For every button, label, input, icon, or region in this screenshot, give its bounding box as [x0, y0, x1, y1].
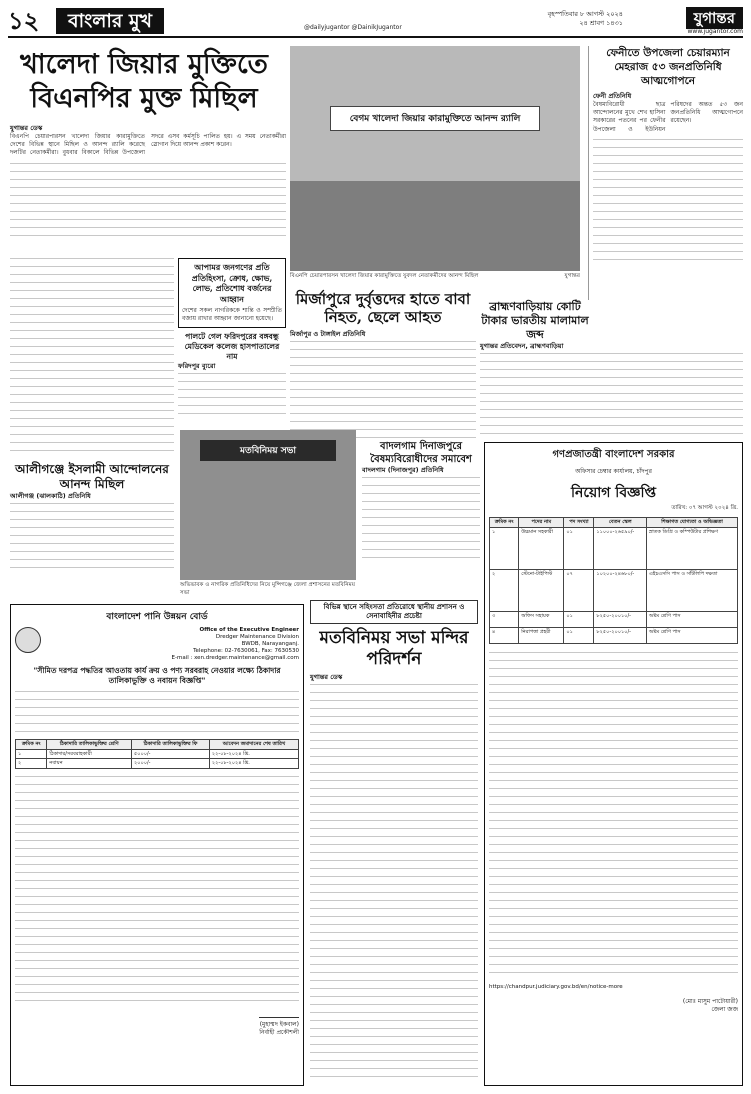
lead-body: বিএনপি চেয়ারপারসন খালেদা জিয়ার কারামুক্তিতে দেশের বিভিন্ন স্থানে মিছিল ও আনন্দ র‌্যালি করেছে দলটির নেতাকর্মীরা। বুধবার বিকালে বিভিন্ন উপজেলা সদরে এসব কর্মসূচি পালিত হয়। এ সময় নেতাকর্মীরা স্লোগান দিয়ে আনন্দ প্রকাশ করেন।: [10, 133, 286, 157]
govt-cell: স্টেনো-টাইপিস্ট: [519, 569, 564, 611]
govt-signatory-name: (মোঃ মাসুম পাটোয়ারী): [682, 997, 738, 1005]
govt-signatory-title: জেলা জজ: [711, 1005, 738, 1013]
appeal-body: দেশের সকল নাগরিককে শান্তি ও সম্প্রীতি বজায় রাখার আহ্বান জানানো হয়েছে।: [182, 307, 282, 323]
table-row: [490, 627, 738, 643]
faridpur-body-filler: [178, 371, 286, 421]
govt-cell: এইচএসসি পাস ও সাঁটলিপি দক্ষতা: [647, 569, 738, 611]
temple-body-filler: [310, 682, 478, 1082]
masthead: [8, 6, 743, 38]
lead-continuation: [10, 256, 174, 454]
wdb-signature: [15, 1008, 299, 1037]
wdb-col-fee: ঠিকাদারি তালিকাভুক্তির ফি: [131, 740, 209, 750]
wdb-signatory-title: নির্বাহী প্রকৌশলী: [259, 1028, 299, 1036]
faridpur-headline: পালটে গেল ফরিদপুরের বঙ্গবন্ধু মেডিকেল কলেজ হাসপাতালের নাম: [184, 332, 280, 361]
social-handles[interactable]: @dailyjugantor @DainikJugantor: [304, 24, 402, 31]
faridpur-byline: ফরিদপুর ব্যুরো: [178, 362, 216, 370]
temple-byline: যুগান্তর ডেস্ক: [310, 673, 343, 681]
govt-title: গণপ্রজাতন্ত্রী বাংলাদেশ সরকার: [552, 449, 675, 460]
govt-date: তারিখ: ০৭ আগস্ট ২০২৪ খ্রি.: [671, 505, 738, 511]
govt-website[interactable]: https://chandpur.judiciary.gov.bd/en/notice-more: [489, 983, 623, 990]
table-row: [490, 611, 738, 627]
govt-signature: [489, 998, 738, 1014]
meeting-photo: [180, 430, 356, 580]
dinajpur-byline: বাদলগাম (দিনাজপুর) প্রতিনিধি: [362, 466, 444, 474]
wdb-col-serial: ক্রমিক নং: [16, 740, 47, 750]
wdb-email[interactable]: E-mail : xen.dredger.maintenance@gmail.com: [171, 655, 299, 661]
govt-cell: ১: [490, 527, 519, 569]
date-gregorian: বৃহস্পতিবার ৮ আগস্ট ২০২৪: [547, 10, 623, 18]
govt-cell: ৮২৫০-২০০১০/-: [594, 627, 647, 643]
dinajpur-article: [362, 440, 480, 590]
feni-byline: ফেনী প্রতিনিধি: [593, 92, 632, 100]
lead-headline: [14, 48, 274, 116]
brahmanbaria-body-filler: [480, 351, 743, 441]
section-title: বাংলার মুখ: [56, 8, 164, 34]
table-row: [16, 749, 299, 759]
wdb-intro-filler: [15, 689, 299, 735]
dinajpur-headline: বাদলগাম দিনাজপুরে বৈষম্যবিরোধীদের সমাবেশ: [370, 441, 472, 465]
feni-headline: ফেনীতে উপজেলা চেয়ারম্যান মেহরাজ ৫৩ জনপ্রতিনিধি আত্মগোপনে: [606, 47, 730, 87]
date-line: [548, 10, 623, 28]
wdb-phone: Telephone: 02-7630061, Fax: 7630530: [193, 648, 299, 654]
govt-cell: অষ্টম শ্রেণি পাস: [647, 627, 738, 643]
govt-col-count: পদ সংখ্যা: [564, 518, 594, 528]
feni-body: বৈষম্যবিরোধী ছাত্র আন্দোলনের মুখে শেখ হাসিনা সরকারের পতনের পর ফেনীর উপজেলা ও ইউনিয়ন পরিষদের অন্তত ৫৩ জন জনপ্রতিনিধি আত্মগোপনে রয়েছেন।: [593, 101, 743, 133]
mirzapur-byline: মির্জাপুর ও টাঙ্গাইল প্রতিনিধি: [290, 330, 366, 338]
govt-notice-heading: নিয়োগ বিজ্ঞপ্তি: [570, 485, 657, 501]
wdb-tender-notice: [10, 604, 304, 1086]
wdb-cell: ১: [16, 749, 47, 759]
feni-article: [588, 46, 743, 300]
table-row: [490, 527, 738, 569]
mirzapur-article: [290, 290, 476, 450]
lead-body-filler: [10, 161, 286, 241]
appeal-box: [178, 258, 286, 328]
date-bengali: ২৪ শ্রাবণ ১৪৩১: [579, 19, 623, 27]
govt-cell: ২: [490, 569, 519, 611]
wdb-cell: ৫০০০/-: [131, 749, 209, 759]
brahmanbaria-headline: ব্রাহ্মণবাড়িয়ায় কোটি টাকার ভারতীয় মালামাল জব্দ: [481, 300, 589, 341]
wdb-cell: ২০০০/-: [131, 759, 209, 769]
govt-cell: নিরাপত্তা প্রহরী: [519, 627, 564, 643]
govt-vacancy-table: [489, 517, 738, 644]
govt-cell: ০১: [564, 611, 594, 627]
temple-headline: মতবিনিময় সভা মন্দির পরিদর্শন: [319, 628, 469, 669]
faridpur-article: [178, 332, 286, 427]
govt-cell: উচ্চমান সহকারী: [519, 527, 564, 569]
temple-kicker: বিভিন্ন স্থানে সহিংসতা প্রতিরোধে স্থানীয় প্রশাসন ও সেনাবাহিনীর প্রচেষ্টা: [310, 600, 478, 624]
govt-office: অফিসার চেম্বার কার্যালয়, চাঁদপুর: [575, 468, 652, 475]
wdb-place: BWDB, Narayanganj.: [241, 641, 299, 647]
wdb-title: বাংলাদেশ পানি উন্নয়ন বোর্ড: [106, 612, 208, 622]
wdb-col-deadline: আবেদন জমাদানের শেষ তারিখ: [209, 740, 298, 750]
lead-headline-line1: খালেদা জিয়ার মুক্তিতে: [20, 49, 268, 80]
wdb-cell: ঠিকাদার/সরবরাহকারী: [47, 749, 132, 759]
wdb-col-class: ঠিকাদারি তালিকাভুক্তির শ্রেণি: [47, 740, 132, 750]
table-row: [490, 569, 738, 611]
govt-cell: ১১০০০-২৬৫৯০/-: [594, 527, 647, 569]
govt-col-scale: বেতন স্কেল: [594, 518, 647, 528]
website-link[interactable]: www.jugantor.com: [687, 28, 743, 35]
wdb-header-row: [15, 627, 299, 662]
appeal-headline: আপামর জনগণের প্রতি প্রতিহিংসা, ক্রোধ, ক্ষোভ, লোভ, প্রতিশোধ বর্জনের আহ্বান: [191, 262, 273, 304]
govt-cell: ৩: [490, 611, 519, 627]
govt-cell: ০১: [564, 527, 594, 569]
wdb-division: Dredger Maintenance Division: [215, 634, 299, 640]
govt-cell: ৪: [490, 627, 519, 643]
govt-col-post: পদের নাম: [519, 518, 564, 528]
govt-cell: অফিস সহায়ক: [519, 611, 564, 627]
dinajpur-body-filler: [362, 475, 480, 565]
govt-cell: ৮২৫০-২০০১০/-: [594, 611, 647, 627]
govt-terms-filler: [489, 650, 738, 980]
page-number: ১২: [8, 6, 40, 35]
mirzapur-headline: মির্জাপুরে দুর্বৃত্তদের হাতে বাবা নিহত, ছেলে আহত: [295, 290, 471, 326]
govt-cell: ০৭: [564, 569, 594, 611]
temple-article: [310, 600, 478, 1086]
crowd-silhouette: [290, 181, 580, 271]
lead-headline-line2: বিএনপির মুক্ত মিছিল: [30, 83, 258, 114]
govt-recruitment-notice: [484, 442, 743, 1086]
lead-byline: যুগান্তর ডেস্ক: [10, 124, 43, 132]
lead-article: [10, 124, 286, 250]
caption-text: বিএনপি চেয়ারপারসন খালেদা জিয়ার কারামুক্তিতে যুবদল নেতাকর্মীদের আনন্দ মিছিল: [290, 273, 479, 279]
newspaper-logo[interactable]: যুগান্তর: [686, 7, 743, 29]
govt-cell: অষ্টম শ্রেণি পাস: [647, 611, 738, 627]
photo-credit: যুগান্তর: [564, 273, 580, 279]
wdb-signatory-name: (মুহাম্মদ ইকবাল): [259, 1020, 299, 1028]
aliganj-byline: আলীগঞ্জ (ঝালকাঠি) প্রতিনিধি: [10, 492, 91, 500]
wdb-enlistment-table: [15, 739, 299, 769]
govt-cell: স্নাতক ডিগ্রি ও কম্পিউটার প্রশিক্ষণ: [647, 527, 738, 569]
wdb-requirements-filler: [15, 774, 299, 1004]
wdb-cell: নবায়ন: [47, 759, 132, 769]
brahmanbaria-byline: যুগান্তর প্রতিবেদন, ব্রাহ্মণবাড়িয়া: [480, 342, 564, 350]
aliganj-body-filler: [10, 501, 174, 571]
wdb-office-block: [172, 627, 300, 662]
aliganj-article: [10, 462, 174, 582]
signature-scribble-icon: [259, 1008, 299, 1018]
mirzapur-body-filler: [290, 339, 476, 439]
main-photo: [290, 46, 580, 271]
meeting-banner: মতবিনিময় সভা: [200, 440, 336, 461]
table-row: [16, 759, 299, 769]
govt-cell: ১০২০০-২৪৬৮০/-: [594, 569, 647, 611]
wdb-notice-title: "সীমিত দরপত্র পদ্ধতির আওতায় কার্য ক্রয় ও পণ্য সরবরাহ নেওয়ার লক্ষ্যে ঠিকাদার তালিকাভুক্তি ও নবায়ন বিজ্ঞপ্তি": [33, 666, 281, 685]
wdb-cell: ২২-০৮-২০২৪ খ্রি.: [209, 749, 298, 759]
wdb-emblem-icon: [15, 627, 41, 653]
aliganj-headline: আলীগঞ্জে ইসলামী আন্দোলনের আনন্দ মিছিল: [15, 462, 169, 491]
govt-cell: ০১: [564, 627, 594, 643]
govt-col-qualification: শিক্ষাগত যোগ্যতা ও অভিজ্ঞতা: [647, 518, 738, 528]
govt-col-serial: ক্রমিক নং: [490, 518, 519, 528]
brahmanbaria-article: [480, 300, 743, 440]
feni-body-filler: [593, 137, 743, 267]
wdb-office: Office of the Executive Engineer: [199, 627, 299, 633]
meeting-photo-caption: অভিভাবক ও নাগরিক প্রতিনিধিদের নিয়ে মুন্সিগঞ্জে জেলা প্রশাসনের মতবিনিময় সভা: [180, 582, 356, 596]
wdb-cell: ২: [16, 759, 47, 769]
wdb-cell: ২২-০৮-২০২৪ খ্রি.: [209, 759, 298, 769]
main-photo-caption: [290, 273, 580, 285]
photo-banner: বেগম খালেদা জিয়ার কারামুক্তিতে আনন্দ র‌্যালি: [330, 106, 540, 131]
